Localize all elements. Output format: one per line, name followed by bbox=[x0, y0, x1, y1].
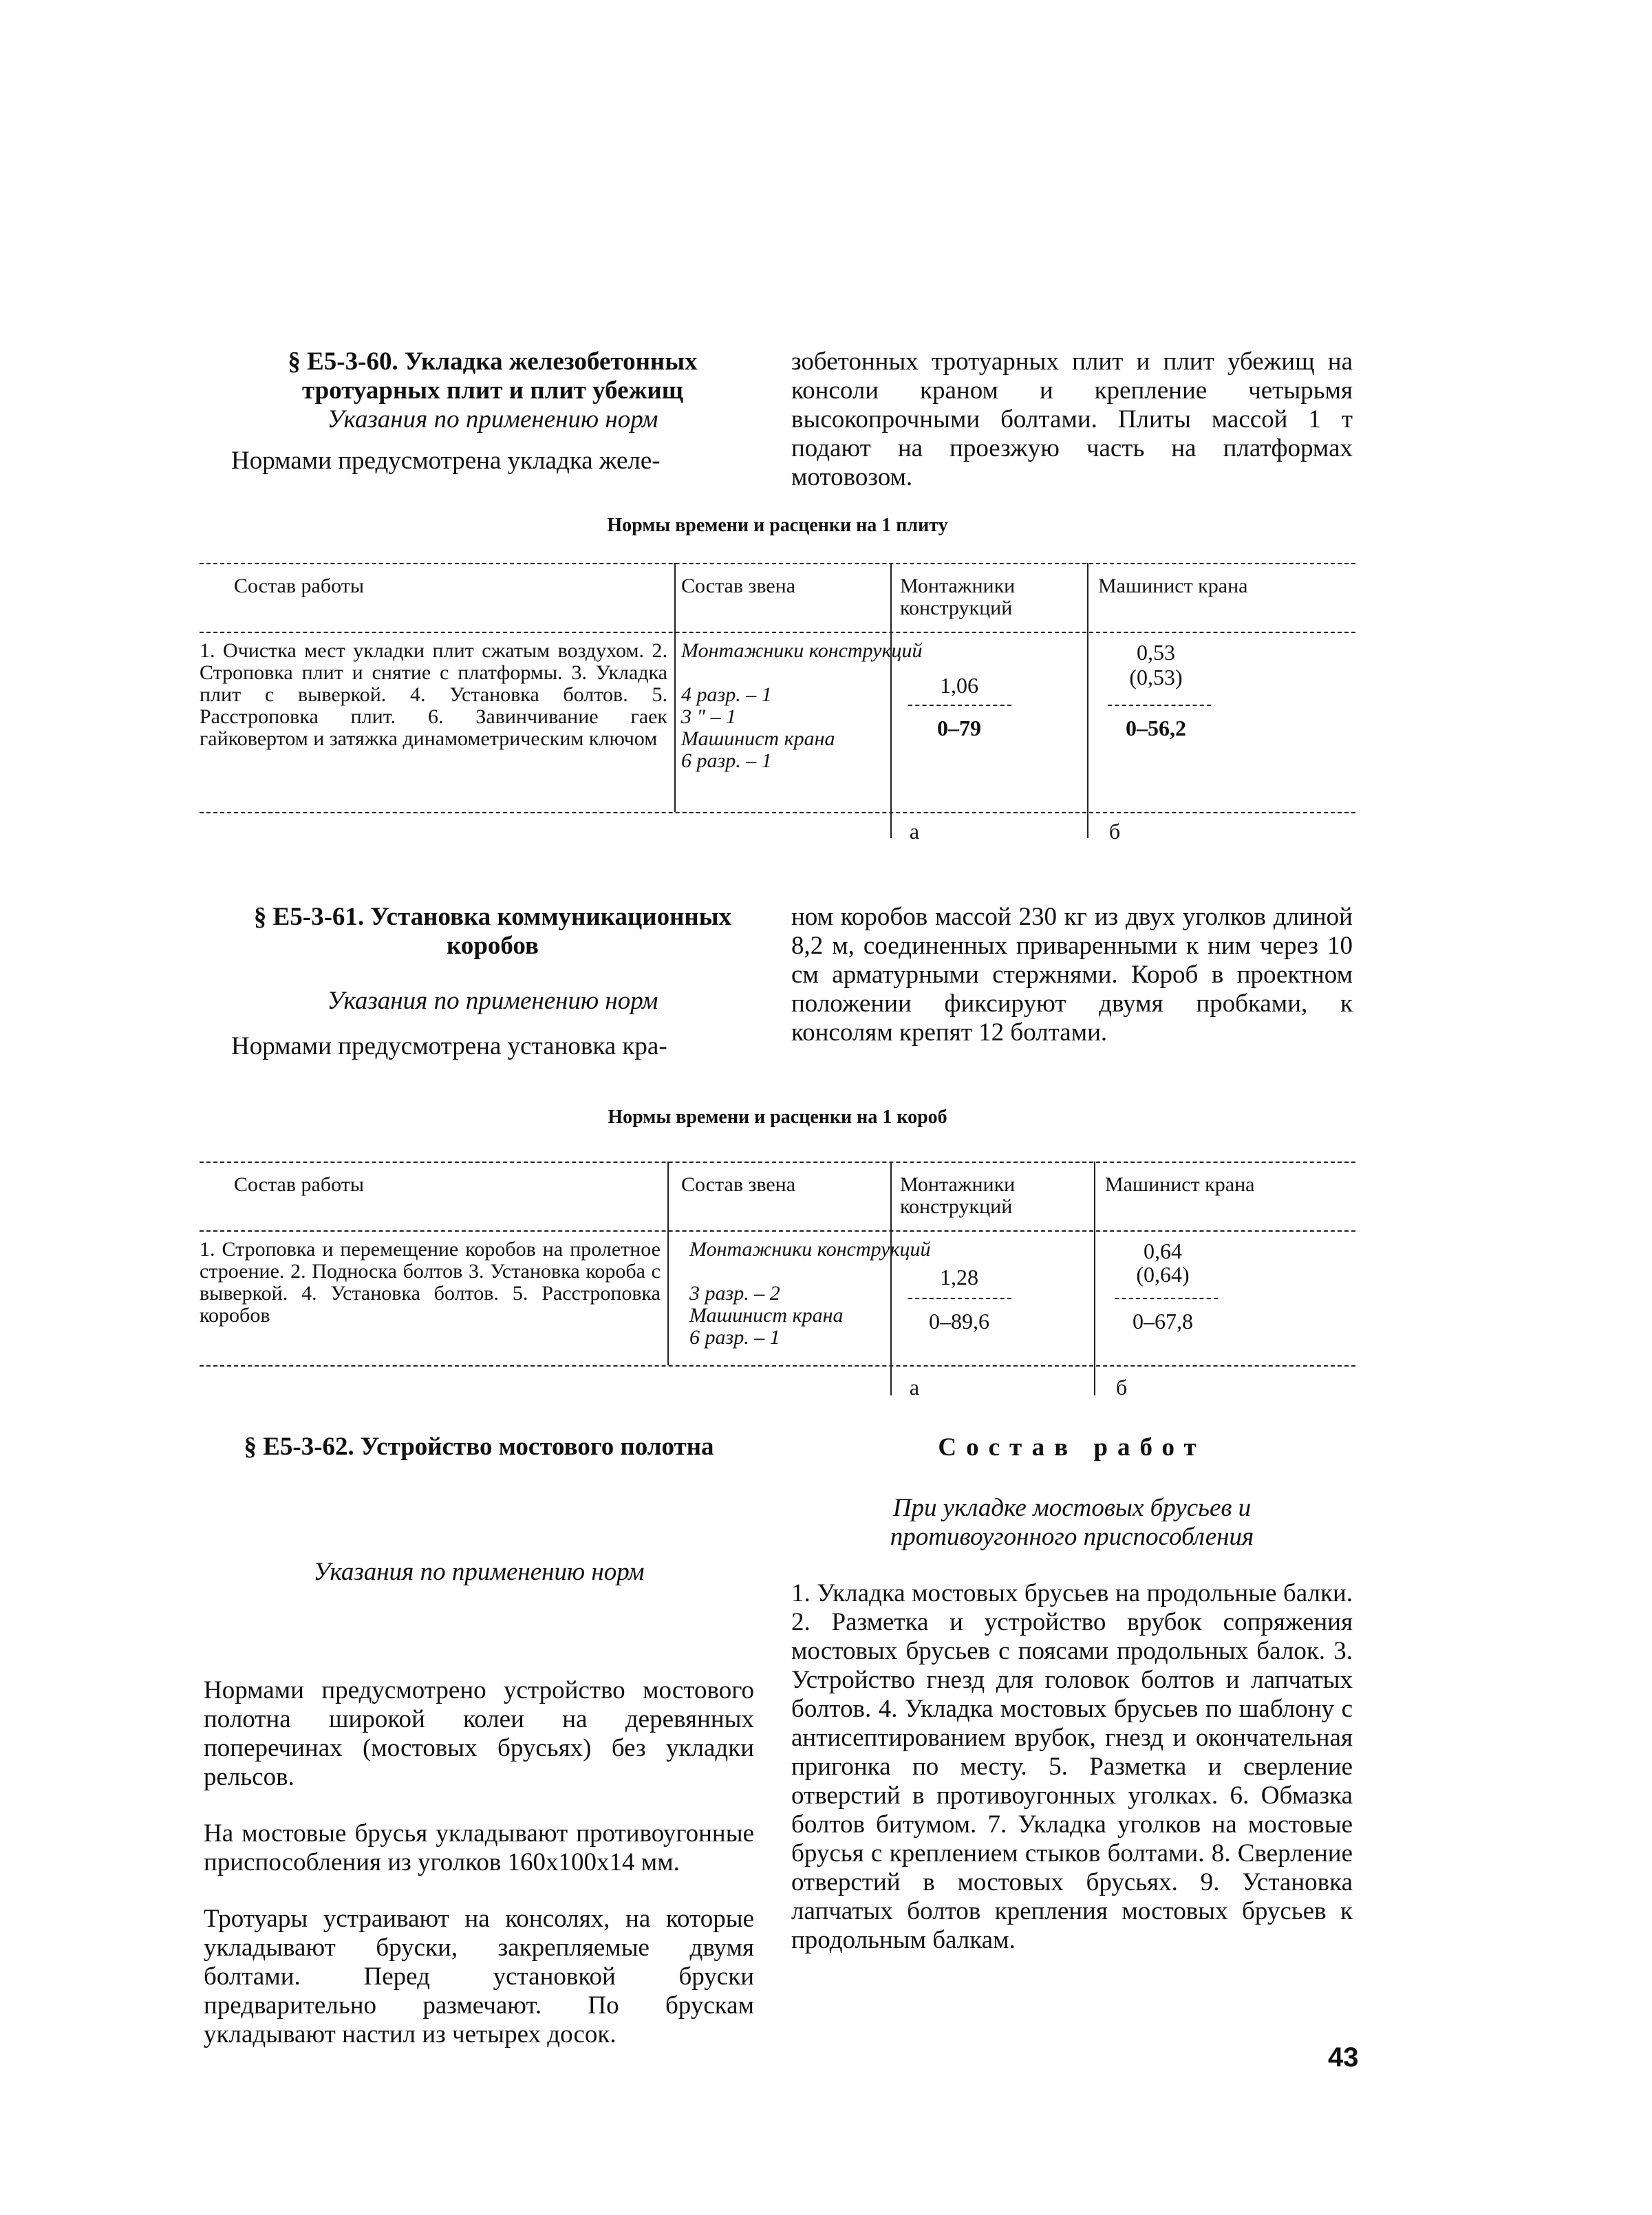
table-divider bbox=[667, 1162, 669, 1365]
section-61-table-caption: Нормы времени и расценки на 1 короб bbox=[608, 1106, 947, 1128]
header-crane-operator: Машинист крана bbox=[1098, 575, 1248, 597]
table-rule bbox=[200, 812, 1355, 813]
installers-time: 1,06 bbox=[940, 673, 978, 698]
crane-time-alt: (0,53) bbox=[1129, 665, 1183, 689]
page-number: 43 bbox=[1328, 2042, 1359, 2073]
header-crew: Состав звена bbox=[681, 575, 796, 597]
section-60-subtitle: Указания по применению норм bbox=[327, 405, 658, 434]
section-61-text-right: ном коробов массой 230 кг из двух уголков длиной 8,2 м, соединенных приваренными к ним через 10 см арматурными стержнями. Короб в проектном положении фиксируют двумя пробками, к консолям крепят 12 болтами. bbox=[791, 903, 1353, 1047]
work-description: 1. Строповка и перемещение коробов на пролетное строение. 2. Подноска болтов 3. Установка короба с выверкой. 4. Установка болтов. 5. Расстроповка коробов bbox=[200, 1238, 661, 1327]
crew-line: 3 " – 1 bbox=[681, 705, 737, 728]
crew-line: 4 разр. – 1 bbox=[681, 683, 772, 706]
section-61-subtitle: Указания по применению норм bbox=[327, 987, 658, 1015]
section-60-text-right: зобетонных тротуарных плит и плит убежищ на консоли краном и крепление четырьмя высокопрочными болтами. Плиты массой 1 т подают на проезжую часть на платформах мотовозом. bbox=[791, 347, 1353, 491]
crew-line: 6 разр. – 1 bbox=[689, 1326, 780, 1349]
header-work: Состав работы bbox=[234, 575, 364, 597]
table-rule bbox=[200, 563, 1355, 564]
section-60-text-right-block bbox=[791, 347, 1353, 492]
section-60-heading-block bbox=[231, 347, 754, 475]
table-rule bbox=[200, 1365, 1355, 1367]
crane-rate: 0–56,2 bbox=[1126, 716, 1186, 740]
table-divider bbox=[674, 563, 676, 812]
table-divider bbox=[890, 563, 892, 838]
column-letter-b: б bbox=[1108, 819, 1121, 844]
section-60-title: § Е5-3-60. Укладка железобетонных тротуарных плит и плит убежищ bbox=[288, 347, 698, 405]
crane-rate: 0–67,8 bbox=[1133, 1309, 1193, 1334]
section-61-title: § Е5-3-61. Установка коммуникационных коробов bbox=[253, 903, 732, 960]
section-61-text-left: Нормами предусмотрена установка кра- bbox=[231, 1032, 667, 1060]
crane-time-alt: (0,64) bbox=[1136, 1262, 1190, 1287]
section-62-subtitle: Указания по применению норм bbox=[313, 1558, 645, 1586]
section-62-paragraph-1: Нормами предусмотрено устройство мостового полотна широкой колеи на деревянных поперечинах (мостовых брусьях) без укладки рельсов. bbox=[204, 1676, 754, 1791]
section-62-paragraph-3: Тротуары устраивают на консолях, на которые укладывают бруски, закрепляемые двумя болтами. Перед установкой бруски предварительно размечают. По брускам укладывают настил из четырех досок. bbox=[204, 1905, 754, 2048]
column-letter-a: а bbox=[909, 819, 920, 844]
composition-subtitle: При укладке мостовых брусьев и противоугонного приспособления bbox=[890, 1494, 1254, 1551]
table-rule bbox=[200, 632, 1355, 633]
column-letter-a: а bbox=[909, 1375, 920, 1400]
section-60-table-caption: Нормы времени и расценки на 1 плиту bbox=[607, 515, 948, 536]
composition-title: Состав работ bbox=[938, 1433, 1206, 1462]
column-letter-b: б bbox=[1115, 1375, 1128, 1400]
section-61-text-right-block bbox=[791, 903, 1353, 1047]
section-60-norms-table bbox=[200, 563, 1355, 844]
section-61-heading-block bbox=[231, 903, 754, 1061]
section-62-right-column bbox=[791, 1433, 1353, 1955]
section-62-paragraph-2: На мостовые брусья укладывают противоугонные приспособления из уголков 160х100х14 мм. bbox=[204, 1819, 754, 1876]
fraction-line bbox=[1115, 1298, 1218, 1299]
crew-line: Машинист крана bbox=[681, 727, 835, 750]
fraction-line bbox=[908, 705, 1011, 706]
installers-rate: 0–89,6 bbox=[929, 1309, 989, 1334]
table-divider bbox=[1087, 563, 1088, 838]
crew-line: 6 разр. – 1 bbox=[681, 749, 772, 772]
fraction-line bbox=[1108, 705, 1211, 706]
crew-line: Машинист крана bbox=[689, 1304, 844, 1327]
fraction-line bbox=[908, 1298, 1011, 1299]
table-rule bbox=[200, 1162, 1355, 1163]
installers-time: 1,28 bbox=[940, 1265, 978, 1290]
header-installers: Монтажники конструкций bbox=[900, 575, 1016, 619]
header-installers: Монтажники конструкций bbox=[900, 1173, 1016, 1218]
section-62-title: § Е5-3-62. Устройство мостового полотна bbox=[244, 1433, 714, 1461]
table-rule bbox=[200, 1230, 1355, 1232]
header-crew: Состав звена bbox=[681, 1173, 796, 1196]
section-61-norms-table bbox=[200, 1162, 1355, 1430]
composition-text: 1. Укладка мостовых брусьев на продольные балки. 2. Разметка и устройство врубок сопряжения мостовых брусьев с поясами продольных балок. 3. Устройство гнезд для головок болтов и лапчатых болтов. 4. Укладка мостовых брусьев по шаблону с антисептированием врубок, гнезд и окончательная пригонка по месту. 5. Разметка и сверление отверстий в противоугонных уголках. 6. Обмазка болтов битумом. 7. Укладка уголков на мостовые брусья с креплением стыков болтами. 8. Сверление отверстий в мостовых брусьях. 9. Установка лапчатых болтов крепления мостовых брусьев к продольным балкам. bbox=[791, 1579, 1353, 1954]
section-60-text-left: Нормами предусмотрена укладка желе- bbox=[231, 447, 661, 475]
section-62-left-column bbox=[204, 1433, 754, 2049]
header-crane-operator: Машинист крана bbox=[1105, 1173, 1255, 1196]
crane-time: 0,64 bbox=[1144, 1239, 1182, 1263]
crane-time: 0,53 bbox=[1137, 640, 1175, 665]
header-work: Состав работы bbox=[234, 1173, 364, 1196]
work-description: 1. Очистка мест укладки плит сжатым воздухом. 2. Строповка плит и снятие с платформы. 3. Укладка плит с выверкой. 4. Установка болтов. 5. Расстроповка плит. 6. Завинчивание гаек гайковертом и затяжка динамометрическим ключом bbox=[200, 639, 667, 750]
crew-line: 3 разр. – 2 bbox=[689, 1282, 780, 1305]
crew-line: Монтажники конструкций bbox=[689, 1238, 931, 1261]
installers-rate: 0–79 bbox=[937, 716, 981, 740]
crew-line: Монтажники конструкций bbox=[681, 639, 923, 662]
